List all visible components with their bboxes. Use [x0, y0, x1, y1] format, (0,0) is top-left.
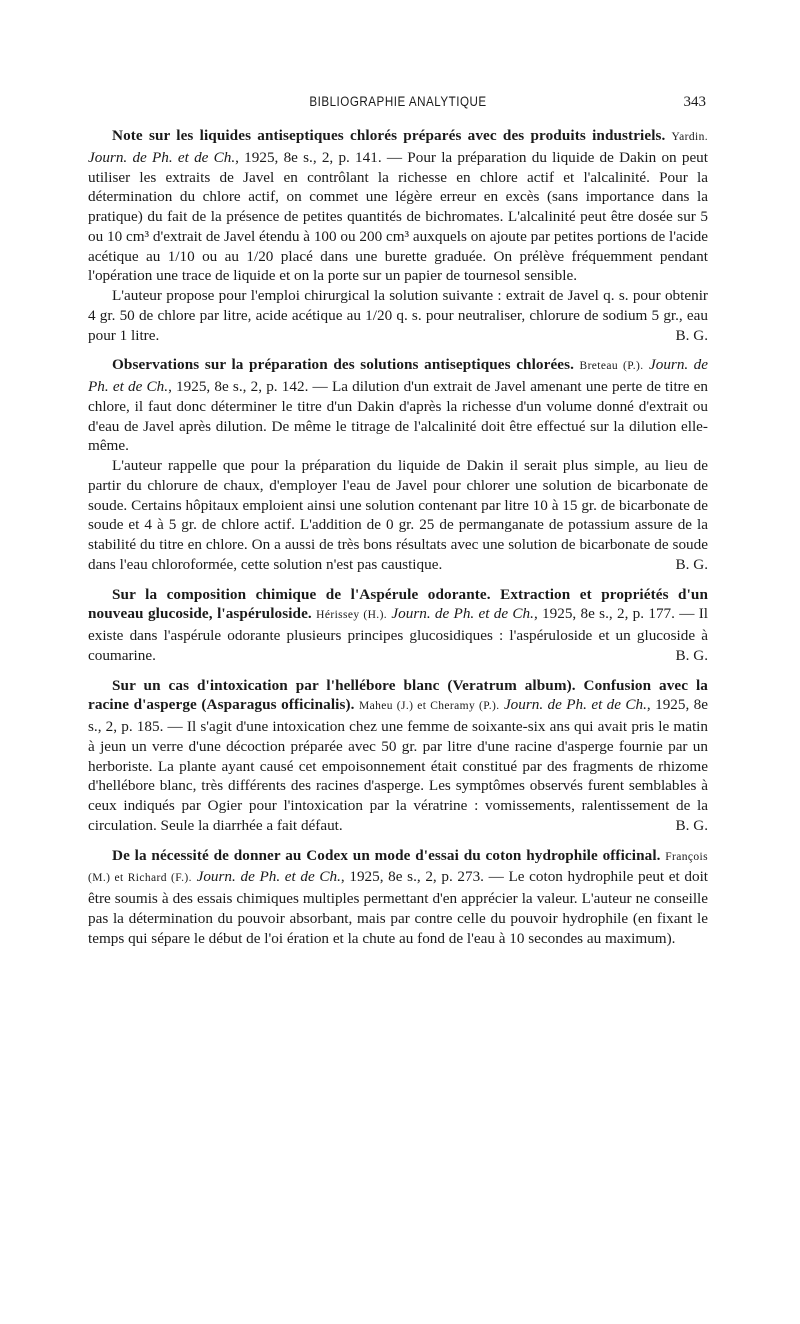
abstract-text: Le coton hydrophile peut et doit être soumis à des essais chimiques multiples permettant d'en apprécier la valeur. L'auteur ne conseille pas la détermination du pouvoir absorbant, mais par contre celle du pouvoir hydrophile (en fixant le temps qui sépare le début de l'oi ération et la chute au fond de l'eau à 10 secondes au maximum).: [88, 868, 709, 947]
abstract-journal: Journ. de Ph. et de Ch.: [391, 605, 534, 623]
abstract-title: Note sur les liquides antiseptiques chlorés préparés avec des produits industriels.: [112, 127, 666, 144]
abstract-text: L'auteur rappelle que pour la préparation du liquide de Dakin il serait plus simple, au lieu de partir du chlorure de chaux, d'employer l'eau de Javel pour chlorer une solution de bicarbonate de soude. Certains hôpitaux emploient ainsi une solution contenant par litre 10 à 15 gr. de bicarbonate de soude et 4 à 5 gr. de chlore actif. L'addition de 0 gr. 25 de permanganate de potassium assure de la stabilité du titre en chlore. On a aussi de très bons résultats avec une solution de bicarbonate de soude dans l'eau chloroformée, cette solution n'est pas caustique.: [88, 457, 708, 573]
page-number: 343: [683, 94, 706, 110]
abstract-text: Pour la préparation du liquide de Dakin on peut utiliser les extraits de Javel en contrôlant la richesse en chlore actif et l'alcalinité. Pour la détermination du chlore actif, on commet une légère erreur en excès (sans importance dans la pratique) du fait de la présence de petites quantités de bichromates. L'alcalinité peut être dosée sur 5 ou 10 cm³ d'extrait de Javel étendu à 100 ou 200 cm³ auxquels on ajoute par petites portions de l'acide acétique au 1/10 ou au 1/20 placé dans une burette graduée. On prélève fréquemment pendant l'opération une trace de liquide et on la porte sur un papier de tournesol sensible.: [88, 148, 708, 285]
abstract-entry: [88, 585, 708, 666]
abstract-entry: [88, 846, 708, 949]
abstract-title: Sur un cas d'intoxication par l'hellébore blanc (Veratrum album). Confusion avec la racine d'asperge (Asparagus officinalis).: [88, 676, 708, 714]
abstract-journal: Journ. de Ph. et de Ch.: [196, 868, 341, 886]
abstract-paragraph: [88, 456, 708, 575]
abstract-paragraph: [88, 585, 708, 666]
abstract-text: Il existe dans l'aspérule odorante plusieurs principes glucosidiques : l'aspéruloside et un glucoside à coumarine.: [88, 605, 709, 664]
abstract-entry: [88, 676, 708, 836]
abstract-citation: , 1925, 8e s., 2, p. 142. —: [168, 378, 332, 395]
abstract-entry: [88, 355, 708, 574]
abstract-paragraph: [88, 846, 708, 949]
abstract-author: Breteau (P.).: [579, 360, 644, 373]
abstract-author: François (M.) et Richard (F.).: [88, 850, 708, 885]
abstract-citation: , 1925, 8e s., 2, p. 177. —: [533, 605, 699, 623]
abstract-paragraph: [88, 676, 708, 836]
abstract-paragraph: [88, 286, 708, 345]
abstract-author: Yardin.: [671, 131, 708, 143]
abstract-title: De la nécessité de donner au Codex un mode d'essai du coton hydrophile officinal.: [112, 846, 661, 864]
abstract-title: Observations sur la préparation des solutions antiseptiques chlorées.: [112, 356, 575, 374]
abstract-author: Hérissey (H.).: [316, 609, 388, 622]
abstract-signature: B. G.: [675, 646, 708, 664]
abstract-text: La dilution d'un extrait de Javel amenant une perte de titre en chlore, il faut donc déterminer le titre d'un Dakin d'après la richesse d'un volume donné d'extrait ou d'eau de Javel après dilution. De même le titrage de l'alcalinité doit être effectué sur la dilution elle-même.: [88, 378, 708, 455]
abstract-title: Sur la composition chimique de l'Aspérule odorante. Extraction et propriétés d'un nouveau glucoside, l'aspéruloside.: [88, 585, 708, 623]
abstract-text: L'auteur propose pour l'emploi chirurgical la solution suivante : extrait de Javel q. s. pour obtenir 4 gr. 50 de chlore par litre, acide acétique au 1/20 q. s. pour neutraliser, chlorure de sodium 5 gr., eau pour 1 litre.: [88, 287, 708, 344]
abstract-journal: Journ. de Ph. et de Ch.: [88, 148, 236, 166]
abstract-journal: Journ. de Ph. et de Ch.: [503, 696, 647, 714]
abstracts-column: [88, 126, 708, 958]
abstract-signature: B. G.: [675, 326, 708, 344]
abstract-citation: , 1925, 8e s., 2, p. 185. —: [88, 696, 708, 735]
abstract-paragraph: [88, 355, 708, 456]
abstract-citation: , 1925, 8e s., 2, p. 141. —: [235, 148, 408, 166]
abstract-paragraph: [88, 126, 708, 286]
abstract-journal: Journ. de Ph. et de Ch.: [88, 356, 708, 395]
running-title: BIBLIOGRAPHIE ANALYTIQUE: [309, 94, 487, 109]
abstract-citation: , 1925, 8e s., 2, p. 273. —: [340, 868, 509, 886]
abstract-entry: [88, 126, 708, 345]
abstract-author: Maheu (J.) et Cheramy (P.).: [358, 700, 500, 713]
abstract-signature: B. G.: [675, 816, 708, 834]
running-head: [90, 94, 706, 114]
abstract-text: Il s'agit d'une intoxication chez une femme de soixante-six ans qui avait pris le matin à jeun un verre d'une décoction préparée avec 50 gr. par litre d'une racine d'asperge fournie par un herboriste. La plante ayant causé cet empoisonnement était constitué par des fragments de rhizome d'hellébore blanc, très différents des racines d'asperge. Les symptômes observés furent semblables à ceux indiqués par Ogier pour l'intoxication par la vératrine : vomissements, ralentissement de la circulation. Seule la diarrhée a fait défaut.: [88, 718, 708, 834]
abstract-signature: B. G.: [675, 555, 708, 573]
